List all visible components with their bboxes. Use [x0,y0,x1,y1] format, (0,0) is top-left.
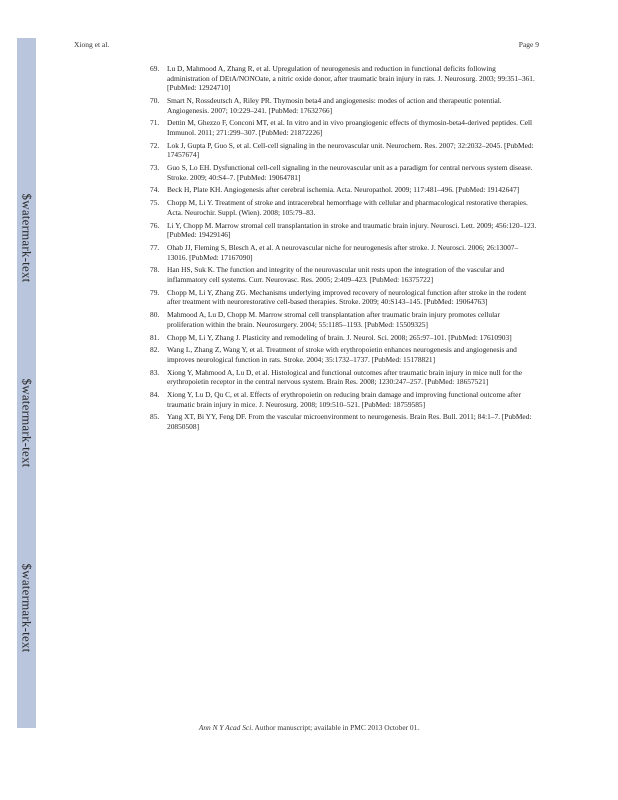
reference-item [150,198,538,217]
footer-journal: Ann N Y Acad Sci [198,723,252,732]
reference-text: Xiong Y, Mahmood A, Lu D, et al. Histological and functional outcomes after traumatic brain injury in mice null for the erythropoietin receptor in the central nervous system. Brain Res. 2008; 1230:247–257. [PubMed: 18657521] [167,367,523,387]
reference-number: 80. [150,310,160,320]
watermark-sidebar [17,38,36,728]
reference-item [150,368,538,387]
reference-item [150,310,538,329]
reference-item [150,243,538,262]
reference-number: 75. [150,198,160,208]
reference-item [150,96,538,115]
reference-item [150,288,538,307]
reference-number: 77. [150,243,160,252]
reference-text: Chopp M, Li Y, Zhang ZG. Mechanisms underlying improved recovery of neurological function after stroke in the rodent after treatment with neurorestorative cell-based therapies. Stroke. 2009; 40:S143–145. [PubMed: 19064763] [167,287,527,307]
page-footer [0,723,618,732]
reference-item [150,221,538,240]
reference-list [150,64,538,435]
reference-text: Dettin M, Ghezzo F, Conconi MT, et al. In vitro and in vivo proangiogenic effects of thymosin-beta4-derived peptides. Cell Immunol. 2011; 271:299–307. [PubMed: 21872226] [167,118,533,137]
reference-text: Li Y, Chopp M. Marrow stromal cell transplantation in stroke and traumatic brain injury. Neurosci. Lett. 2009; 456:120–123. [PubMed: 19429146] [167,220,537,240]
reference-number: 85. [150,412,160,422]
reference-text: Chopp M, Li Y. Treatment of stroke and intracerebral hemorrhage with cellular and pharmacological restorative therapies. Acta. Neurochir. Suppl. (Wien). 2008; 105:79–83. [167,198,528,217]
watermark-text: $watermark-text [19,193,35,283]
reference-item [150,390,538,409]
running-header-author: Xiong et al. [74,40,110,49]
reference-item [150,163,538,182]
reference-text: Ohab JJ, Fleming S, Blesch A, et al. A neurovascular niche for neurogenesis after stroke. J. Neurosci. 2006; 26:13007–13016. [PubMed: 17167090] [167,243,519,262]
reference-text: Mahmood A, Lu D, Chopp M. Marrow stromal cell transplantation after traumatic brain injury promotes cellular proliferation within the brain. Neurosurgery. 2004; 55:1185–1193. [PubMed: 15509325] [167,310,500,329]
reference-text: Lu D, Mahmood A, Zhang R, et al. Upregulation of neurogenesis and reduction in functional deficits following administration of DEtA/NONOate, a nitric oxide donor, after traumatic brain injury in rats. J. Neurosurg. 2003; 99:351–361. [PubMed: 12924710] [167,64,535,93]
reference-text: Guo S, Lo EH. Dysfunctional cell-cell signaling in the neurovascular unit as a paradigm for central nervous system disease. Stroke. 2009; 40:S4–7. [PubMed: 19064781] [167,163,533,182]
reference-item [150,185,538,195]
reference-item [150,333,538,343]
reference-number: 71. [150,118,160,128]
reference-number: 72. [150,140,160,150]
reference-item [150,265,538,284]
reference-number: 78. [150,265,160,275]
reference-number: 69. [150,64,160,73]
reference-item [150,345,538,364]
reference-number: 83. [150,367,160,377]
watermark-text: $watermark-text [19,378,35,468]
reference-number: 70. [150,95,160,105]
footer-note: . Author manuscript; available in PMC 2013 October 01. [251,723,420,732]
reference-number: 76. [150,220,160,230]
reference-number: 81. [150,332,160,342]
reference-text: Smart N, Rossdeutsch A, Riley PR. Thymosin beta4 and angiogenesis: modes of action and therapeutic potential. Angiogenesis. 2007; 10:229–241. [PubMed: 17632766] [167,95,502,115]
reference-number: 73. [150,163,160,173]
reference-number: 84. [150,390,160,400]
reference-number: 79. [150,287,160,297]
reference-text: Yang XT, Bi YY, Feng DF. From the vascular microenvironment to neurogenesis. Brain Res. Bull. 2011; 84:1–7. [PubMed: 20850508] [167,412,532,431]
page-number: Page 9 [518,40,539,49]
reference-number: 82. [150,345,160,355]
reference-text: Wang L, Zhang Z, Wang Y, et al. Treatment of stroke with erythropoietin enhances neurogenesis and angiogenesis and improves neurological function in rats. Stroke. 2004; 35:1732–1737. [PubMed: 15178821] [167,345,517,364]
reference-text: Lok J, Gupta P, Guo S, et al. Cell-cell signaling in the neurovascular unit. Neurochem. Res. 2007; 32:2032–2045. [PubMed: 17457674] [167,140,534,160]
reference-text: Chopp M, Li Y, Zhang J. Plasticity and remodeling of brain. J. Neurol. Sci. 2008; 265:97–101. [PubMed: 17610903] [167,332,512,342]
reference-item [150,118,538,137]
reference-text: Han HS, Suk K. The function and integrity of the neurovascular unit rests upon the integration of the vascular and inflammatory cell systems. Curr. Neurovasc. Res. 2005; 2:409–423. [PubMed: 16375722] [167,265,505,284]
reference-item [150,141,538,160]
reference-number: 74. [150,185,160,195]
reference-text: Xiong Y, Lu D, Qu C, et al. Effects of erythropoietin on reducing brain damage and improving functional outcome after traumatic brain injury in mice. J. Neurosurg. 2008; 109:510–521. [PubMed: 18759585] [167,390,521,409]
reference-item [150,64,538,93]
watermark-text: $watermark-text [19,563,35,653]
reference-text: Beck H, Plate KH. Angiogenesis after cerebral ischemia. Acta. Neuropathol. 2009; 117:481–496. [PubMed: 19142647] [167,185,520,195]
reference-item [150,412,538,431]
